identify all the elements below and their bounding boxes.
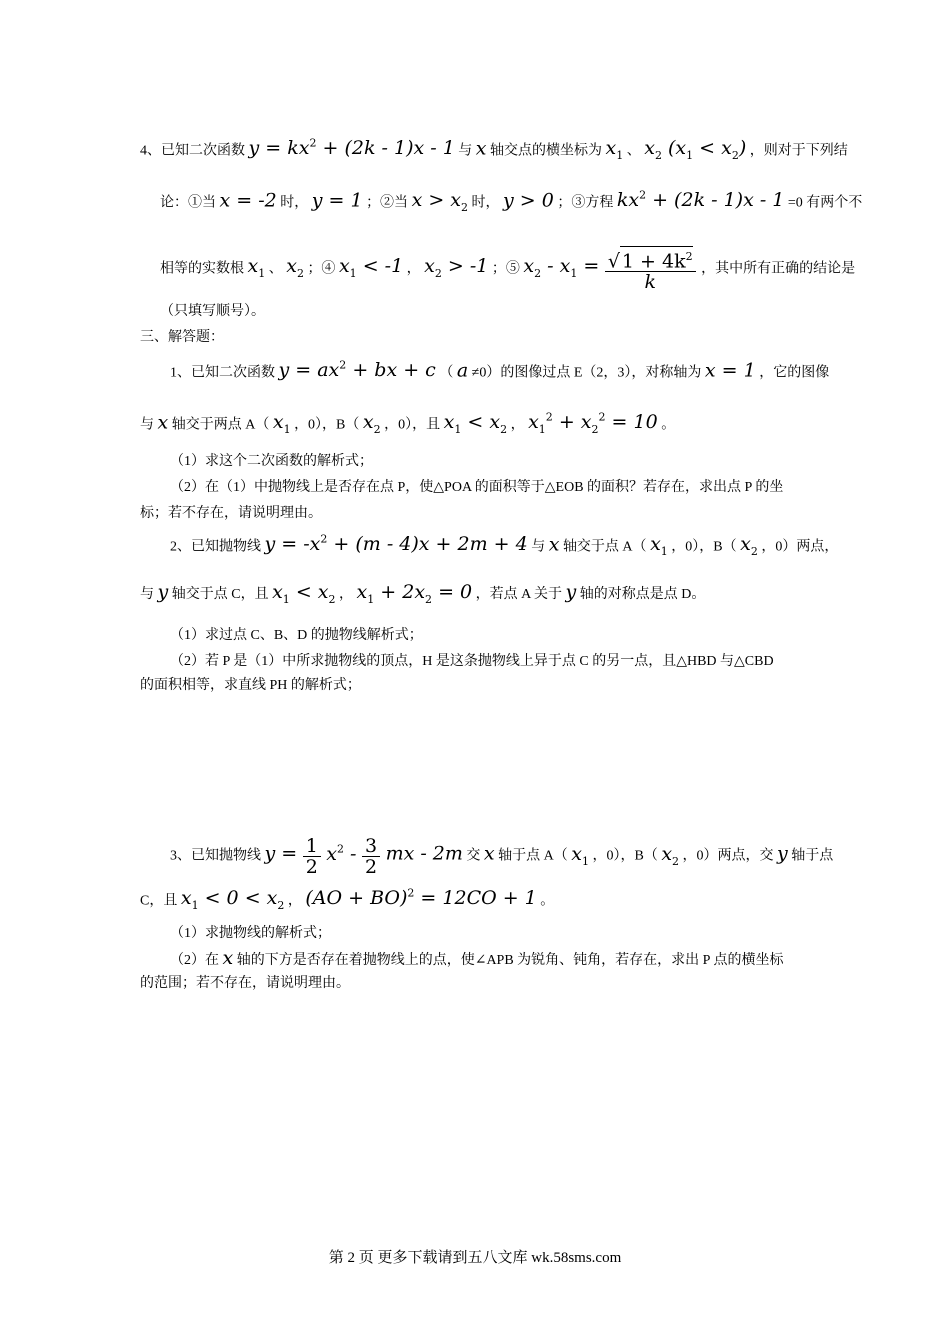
q4-text: ，则对于下列结	[749, 143, 848, 159]
formula: y	[565, 581, 577, 603]
p3-question-2	[170, 948, 810, 971]
q4-text: 论：①当	[160, 195, 216, 211]
p1-question-1: （1）求这个二次函数的解析式；	[170, 454, 373, 469]
q4-text: ；⑤	[491, 261, 520, 277]
p3-line-1	[170, 836, 840, 877]
p1-text: ，0），B（	[294, 417, 360, 433]
q4-text: 时，	[471, 195, 500, 211]
formula: y = 1	[311, 189, 363, 212]
p1-question-2: （2）在（1）中抛物线上是否存在点 P，使△POA 的面积等于△EOB 的面积？若存在，求出点 P 的坐	[170, 480, 784, 495]
formula: y > 0	[503, 189, 554, 212]
formula: $y = kx^2 + (2k - 1)x - 1$	[248, 137, 455, 160]
formula: $x_2$	[362, 411, 381, 437]
formula: y	[777, 842, 788, 865]
p3-text: 轴的下方是否存在着抛物线上的点，使∠APB 为锐角、钝角，若存在，求出 P 点的横坐标	[236, 953, 784, 968]
formula: (AO + BO)$^2$ = 12CO + 1	[305, 887, 537, 910]
fraction: $\frac{√ 1 + 4k^2}{k}$	[605, 246, 696, 292]
formula: $x > x_2$	[411, 189, 468, 215]
p2-text: ，若点 A 关于	[475, 587, 562, 602]
p2-text: ，0），B（	[671, 539, 737, 555]
p1-text: ，0），且	[384, 417, 441, 433]
formula: $x_1^2 + x_2^2 = 10$	[528, 411, 658, 437]
formula: x	[157, 411, 169, 434]
formula: $x_2$	[286, 255, 304, 281]
p1-line-1	[170, 356, 840, 383]
q4-text: ；②当	[366, 195, 409, 211]
formula: x	[475, 137, 487, 160]
p1-text: 1、已知二次函数	[170, 365, 275, 381]
p2-text: 与	[531, 539, 546, 555]
q4-text: 与	[458, 143, 473, 159]
q4-text: ，	[406, 261, 421, 277]
formula: $kx^2 + (2k - 1)x - 1$	[616, 189, 785, 212]
p3-line-2	[140, 884, 810, 916]
p1-text: ≠0）的图像过点 E（2，3），对称轴为	[471, 365, 702, 381]
p1-text: ，	[510, 417, 525, 433]
q4-line-4: （只填写顺号）。	[160, 304, 265, 319]
p1-text: （	[439, 365, 454, 381]
p2-text: 与	[140, 587, 154, 602]
p3-text: C，且	[140, 893, 178, 909]
formula: x = -2	[219, 189, 277, 212]
p3-text: 轴于点	[791, 848, 834, 864]
p2-line-2	[140, 582, 810, 610]
formula: $y = ax^2$ + bx + c	[278, 359, 436, 382]
p3-text: 交	[466, 848, 481, 864]
formula: $x_1$	[605, 137, 624, 163]
page-footer: 第 2 页 更多下载请到五八文库 wk.58sms.com	[328, 1250, 622, 1266]
formula: x	[483, 842, 495, 865]
p1-text: 与	[140, 417, 154, 433]
formula: x	[548, 533, 560, 556]
formula: a	[456, 359, 469, 382]
formula: $x_1$	[247, 255, 266, 281]
formula: y =	[264, 842, 298, 865]
p1-text: 轴交于两点 A（	[171, 417, 270, 433]
formula: $x_2$ $(x_1 < x_2)$	[644, 137, 747, 163]
q4-text: ，其中所有正确的结论是	[701, 261, 856, 277]
p2-text: 轴的对称点是点 D。	[579, 587, 706, 602]
formula: $x_2$	[661, 842, 680, 868]
formula: $x_1$	[571, 842, 589, 868]
p2-text: 轴交于点 A（	[562, 539, 647, 555]
q4-text: 、	[268, 261, 283, 277]
p2-question-2: （2）若 P 是（1）中所求抛物线的顶点，H 是这条抛物线上异于点 C 的另一点，且△HBD 与△CBD	[170, 654, 774, 669]
formula: $x_1$	[650, 533, 668, 559]
q4-text: 、	[626, 143, 641, 159]
p2-question-1: （1）求过点 C、B、D 的抛物线解析式；	[170, 628, 423, 643]
q4-text: =0 有两个不	[787, 195, 863, 211]
p2-question-2-cont: 的面积相等，求直线 PH 的解析式；	[140, 678, 361, 693]
q4-line-2	[160, 186, 863, 218]
p3-question-1: （1）求抛物线的解析式；	[170, 926, 331, 941]
q4-text: ；③方程	[557, 195, 614, 211]
formula: $x_2$	[740, 533, 758, 559]
formula: $x_1 < x_2$	[443, 411, 508, 437]
p2-text: 轴交于点 C，且	[171, 587, 269, 602]
q4-text: 相等的实数根	[160, 261, 244, 277]
p3-text: ，	[287, 893, 302, 909]
q4-text: 4、已知二次函数	[140, 143, 245, 159]
section-title: 三、解答题：	[140, 330, 224, 345]
formula: $x_1 < -1$	[338, 255, 404, 281]
formula: $y = -x^2 + (m - 4)x + 2m + 4$	[264, 533, 528, 556]
p1-question-2-cont: 标；若不存在，请说明理由。	[140, 506, 322, 521]
p2-text: 2、已知抛物线	[170, 539, 261, 555]
q4-text: 轴交点的横坐标为	[490, 143, 603, 159]
formula: x = 1	[704, 359, 756, 382]
p2-line-1	[170, 530, 840, 562]
formula: y	[157, 581, 169, 603]
p3-text: 。	[540, 893, 555, 909]
p1-line-2	[140, 408, 810, 440]
p2-text: ，0）两点，	[761, 539, 839, 555]
formula: $x_1 < 0 < x_2$	[180, 887, 285, 913]
p3-text: （2）在	[170, 953, 219, 968]
p3-text: 轴于点 A（	[498, 848, 568, 864]
q4-text: ；④	[307, 261, 336, 277]
formula: $x_2 > -1$	[424, 255, 489, 281]
p1-text: 。	[661, 417, 676, 433]
q4-text: 时，	[280, 195, 309, 211]
q4-line-3	[160, 246, 856, 294]
fraction: $\frac{1}{2}$	[303, 836, 321, 877]
formula: $x_1 + 2x_2 = 0$	[356, 581, 473, 606]
p3-text: 3、已知抛物线	[170, 848, 261, 864]
p3-question-2-cont: 的范围；若不存在，请说明理由。	[140, 976, 350, 991]
formula: $x_1$	[272, 411, 291, 437]
q4-line-1	[140, 134, 848, 166]
formula: mx - 2m	[385, 842, 463, 865]
formula: x	[222, 947, 234, 969]
p3-text: ，0），B（	[592, 848, 658, 864]
formula: $x_1 < x_2$	[272, 581, 336, 606]
p1-text: ，它的图像	[759, 365, 830, 381]
formula: $x_2 - x_1$ =	[523, 255, 600, 281]
p3-text: ，0）两点，交	[682, 848, 774, 864]
fraction: $\frac{3}{2}$	[362, 836, 380, 877]
formula: $x^2$ -	[326, 842, 357, 865]
p2-text: ，	[339, 587, 354, 602]
